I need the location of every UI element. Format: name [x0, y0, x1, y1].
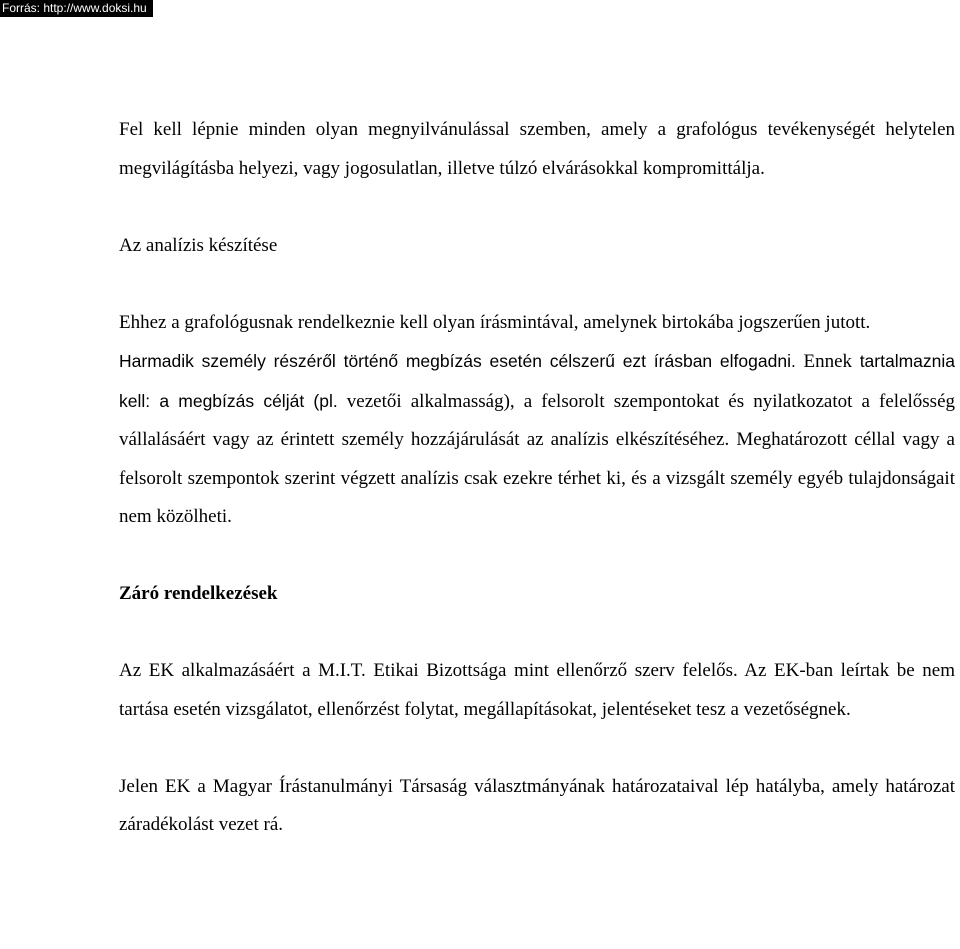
- spacer: [119, 265, 955, 304]
- paragraph-third-party-part-b: Ennek: [795, 351, 853, 372]
- paragraph-effective: Jelen EK a Magyar Írástanulmányi Társaság választmányának határozataival lép hatályba, amely határozat záradékolást vezet rá.: [119, 775, 955, 835]
- document-page: [119, 111, 955, 845]
- paragraph-third-party-part-d: vezetői alkalmasság), a felsorolt szempontokat és nyilatkozatot a felelősség vállalásáért vagy az érintett személy hozzájárulását az analízis elkészítéséhez. Meghatározott céllal vagy a felsorolt szempontok szerint végzett analízis csak ezekre térhet ki, és a vizsgált személy egyéb tulajdonságait nem közölheti.: [119, 390, 956, 527]
- spacer: [119, 614, 955, 653]
- paragraph-ethics: Fel kell lépnie minden olyan megnyilvánulással szemben, amely a grafológus tevékenységét helytelen megvilágításba helyezi, vagy jogosulatlan, illetve túlzó elvárásokkal kompromittálja.: [119, 119, 955, 179]
- paragraph-ethics-committee: Az EK alkalmazásáért a M.I.T. Etikai Bizottsága mint ellenőrző szerv felelős. Az EK-ban leírtak be nem tartása esetén vizsgálatot, ellenőrzést folytat, megállapításokat, jelentéseket tesz a vezetőségnek.: [119, 660, 955, 720]
- spacer: [119, 729, 955, 768]
- spacer: [119, 537, 955, 576]
- heading-analysis: Az analízis készítése: [119, 234, 278, 256]
- heading-closing: Záró rendelkezések: [119, 583, 278, 604]
- paragraph-third-party: [119, 342, 955, 537]
- spacer: [119, 188, 955, 227]
- source-label: Forrás: http://www.doksi.hu: [0, 0, 153, 17]
- paragraph-third-party-part-a: Harmadik személy részéről történő megbízás esetén célszerű ezt írásban elfogadni.: [119, 351, 796, 371]
- paragraph-sample: Ehhez a grafológusnak rendelkeznie kell olyan írásmintával, amelynek birtokába jogszerűen jutott.: [119, 311, 871, 333]
- paragraph-third-party-part-c: tartalmaznia kell: a megbízás célját (pl.: [119, 351, 956, 411]
